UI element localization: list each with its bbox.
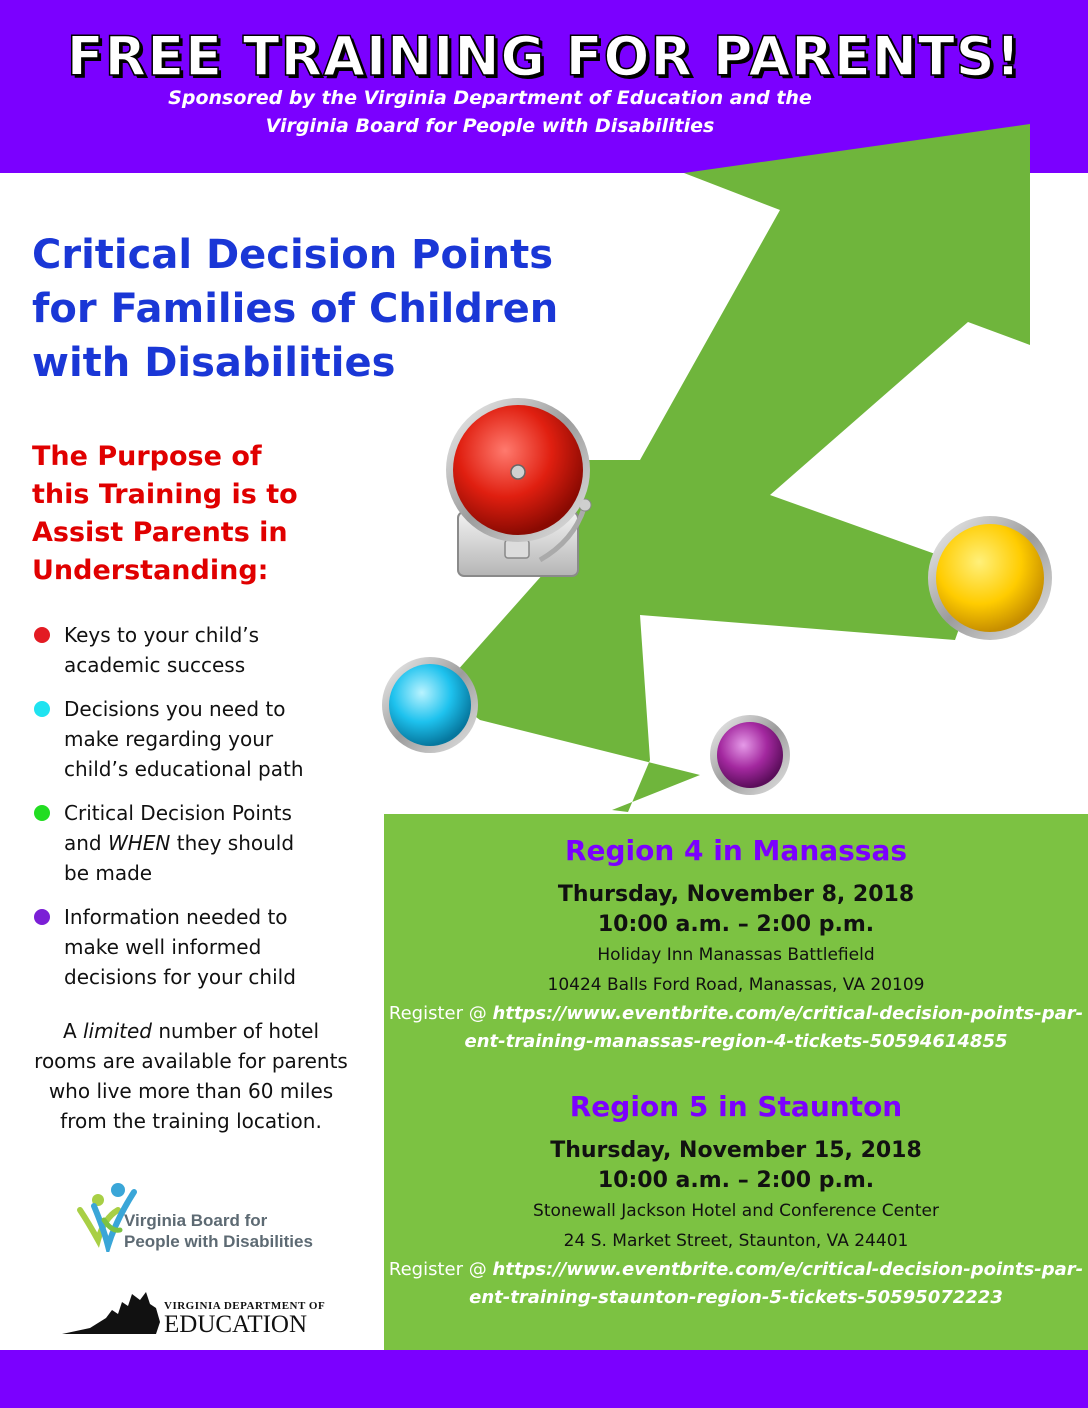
registration-link-continued[interactable]: ent-training-staunton-region-5-tickets-50595072223 [469, 1287, 1003, 1308]
vdoe-logo-line-2: EDUCATION [164, 1311, 308, 1338]
vbpd-line-1: Virginia Board for [124, 1211, 268, 1230]
green-bullet-icon [34, 805, 50, 821]
list-item [32, 694, 362, 784]
register-label: Register @ [388, 1003, 493, 1024]
list-item-line: decisions for your child [64, 965, 296, 989]
list-item [32, 620, 362, 680]
registration-link[interactable]: https://www.eventbrite.com/e/critical-decision-points-par- [492, 1003, 1084, 1024]
event-region-title: Region 4 in Manassas [564, 834, 908, 867]
hotel-note-text: A [62, 1019, 83, 1043]
blue-button-icon [382, 657, 478, 753]
event-time: 10:00 a.m. – 2:00 p.m. [597, 912, 875, 937]
hotel-note-text: number of hotel [152, 1019, 320, 1043]
purpose-heading [32, 438, 372, 590]
purpose-line-4: Understanding: [32, 555, 269, 586]
purpose-line-3: Assist Parents in [32, 517, 288, 548]
heading-line-2: for Families of Children [32, 286, 559, 332]
list-item-line: Critical Decision Points [64, 801, 292, 825]
event-time: 10:00 a.m. – 2:00 p.m. [597, 1168, 875, 1193]
event-venue: Stonewall Jackson Hotel and Conference Center [533, 1201, 939, 1221]
hotel-note-emphasis: limited [83, 1019, 152, 1043]
registration-link[interactable]: https://www.eventbrite.com/e/critical-decision-points-par- [492, 1259, 1084, 1280]
purpose-line-1: The Purpose of [32, 441, 262, 472]
event-region-4 [384, 834, 1088, 1056]
list-item-emphasis: WHEN [107, 831, 171, 855]
cyan-bullet-icon [34, 701, 50, 717]
training-heading [32, 228, 712, 390]
event-date: Thursday, November 8, 2018 [557, 882, 915, 907]
list-item-line [64, 828, 362, 858]
vbpd-line-2: People with Disabilities [124, 1232, 313, 1251]
list-item-line: Information needed to [64, 905, 288, 929]
yellow-button-icon [928, 516, 1052, 640]
footer-band [0, 1350, 1088, 1408]
event-region-title: Region 5 in Staunton [569, 1090, 903, 1123]
fire-alarm-bell-icon [446, 398, 591, 576]
event-register-line [384, 1000, 1088, 1028]
list-item-line: Decisions you need to [64, 697, 286, 721]
hotel-note-line-2: rooms are available for parents [34, 1049, 348, 1073]
list-item [32, 798, 362, 888]
heading-line-3: with Disabilities [32, 340, 396, 386]
list-item-line: make well informed [64, 935, 262, 959]
hotel-note-line-1 [28, 1016, 354, 1046]
event-venue: Holiday Inn Manassas Battlefield [597, 945, 875, 965]
purple-button-icon [710, 715, 790, 795]
event-address: 24 S. Market Street, Staunton, VA 24401 [563, 1231, 909, 1251]
sponsor-line-2: Virginia Board for People with Disabilities [265, 115, 715, 137]
list-item-text: and [64, 831, 108, 855]
hotel-note [28, 1016, 354, 1136]
list-item-line: make regarding your [64, 727, 274, 751]
list-item [32, 902, 362, 992]
page-title: FREE TRAINING FOR PARENTS! [66, 25, 1022, 88]
vbpd-logo-text [124, 1210, 313, 1252]
event-region-5 [384, 1090, 1088, 1312]
list-item-line: child’s educational path [64, 757, 304, 781]
hotel-note-line-3: who live more than 60 miles [48, 1079, 334, 1103]
register-label: Register @ [388, 1259, 493, 1280]
list-item-text: they should [170, 831, 295, 855]
events-panel [384, 814, 1088, 1350]
vdoe-logo-line-1: VIRGINIA DEPARTMENT OF [164, 1300, 326, 1312]
list-item-line: be made [64, 861, 153, 885]
purpose-list [32, 620, 362, 1006]
event-date: Thursday, November 15, 2018 [550, 1138, 922, 1163]
red-bullet-icon [34, 627, 50, 643]
event-register-line [384, 1256, 1088, 1284]
event-address: 10424 Balls Ford Road, Manassas, VA 20109 [547, 975, 925, 995]
purpose-line-2: this Training is to [32, 479, 298, 510]
heading-line-1: Critical Decision Points [32, 232, 554, 278]
registration-link-continued[interactable]: ent-training-manassas-region-4-tickets-50594614855 [464, 1031, 1008, 1052]
sponsor-line [140, 84, 840, 140]
sponsor-line-1: Sponsored by the Virginia Department of Education and the [168, 87, 812, 109]
hotel-note-line-4: from the training location. [60, 1109, 322, 1133]
list-item-line: academic success [64, 653, 246, 677]
purple-bullet-icon [34, 909, 50, 925]
list-item-line: Keys to your child’s [64, 623, 260, 647]
